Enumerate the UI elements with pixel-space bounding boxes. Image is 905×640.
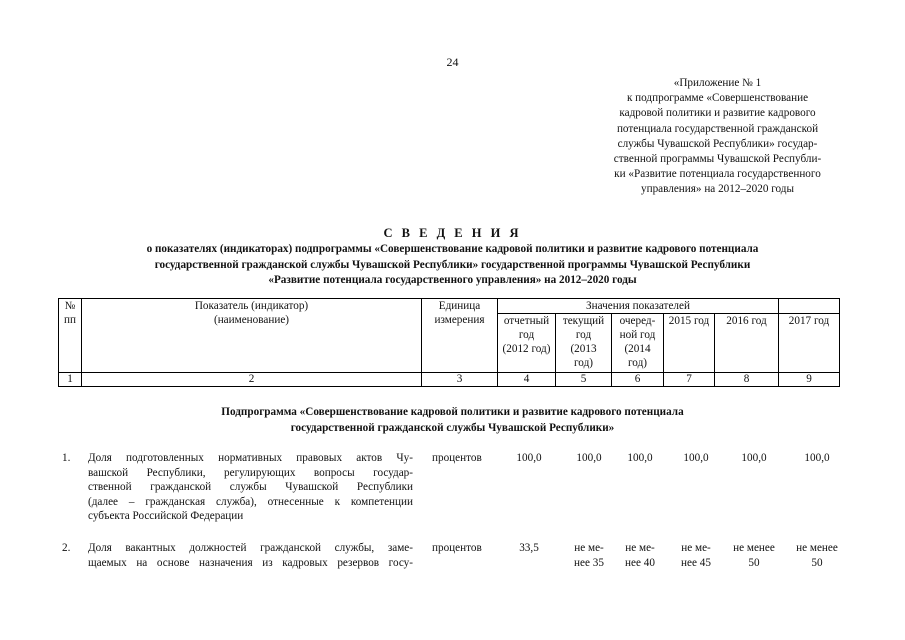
value-2015: 100,0 — [683, 452, 709, 464]
section-title — [0, 405, 905, 436]
subtitle-line: «Развитие потенциала государственного управления» на 2012–2020 годы — [268, 274, 637, 286]
annex-note — [590, 76, 845, 198]
page-number: 24 — [446, 55, 459, 69]
value-2016: 100,0 — [741, 452, 767, 464]
value-2015: не ме- нее 45 — [681, 542, 711, 569]
annex-line: к подпрограмме «Совершенствование — [626, 92, 809, 105]
annex-line: потенциала государственной гражданской — [616, 122, 819, 135]
indicators-table-header — [58, 298, 840, 387]
annex-line: управления» на 2012–2020 годы — [640, 183, 794, 196]
column-number: 5 — [556, 373, 612, 387]
indicator-name: Доля подготовленных нормативных правовых актов Чу- вашской Республики, регулирующих вопросы государ- ственной гражданской службы Чувашской Республики (далее – гражданская служба), отнесенные к компетенции субъекта Российской Федерации — [88, 452, 413, 522]
header-year-2014: очеред- ной год (2014 год) — [612, 314, 664, 373]
value-2013: не ме- нее 35 — [574, 542, 604, 569]
unit-cell: процентов — [432, 452, 482, 464]
value-2014: 100,0 — [627, 452, 653, 464]
row-number: 1. — [62, 452, 71, 464]
value-2013: 100,0 — [576, 452, 602, 464]
document-title: С В Е Д Е Н И Я — [383, 226, 522, 240]
column-number: 4 — [498, 373, 556, 387]
column-number: 2 — [82, 373, 422, 387]
value-2017: не менее 50 — [796, 542, 838, 569]
header-col-indicator: Показатель (индикатор) (наименование) — [82, 299, 422, 373]
subtitle-line: государственной гражданской службы Чувашской Республики» государственной программы Чувашской Республики — [154, 258, 751, 271]
column-number: 6 — [612, 373, 664, 387]
value-2016: не менее 50 — [733, 542, 775, 569]
header-year-2013: текущий год (2013 год) — [556, 314, 612, 373]
annex-line: ственной программы Чувашской Республи- — [613, 153, 822, 166]
section-title-line: Подпрограмма «Совершенствование кадровой политики и развитие кадрового потенциала — [221, 406, 684, 418]
annex-line: службы Чувашской Республики» государ- — [617, 137, 818, 150]
annex-line: «Приложение № 1 — [673, 77, 762, 89]
header-col-unit: Единица измерения — [422, 299, 498, 373]
value-2012: 100,0 — [516, 452, 542, 464]
section-title-line: государственной гражданской службы Чувашской Республики» — [290, 421, 615, 434]
row-number: 2. — [62, 542, 71, 554]
header-col-number: № пп — [59, 299, 82, 373]
column-number: 1 — [59, 373, 82, 387]
value-2012: 33,5 — [519, 542, 539, 554]
unit-cell: процентов — [432, 542, 482, 554]
header-year-2012: отчетный год (2012 год) — [498, 314, 556, 373]
header-year-2015: 2015 год — [664, 314, 715, 373]
annex-line: кадровой политики и развитие кадрового — [619, 107, 816, 120]
header-year-2016: 2016 год — [715, 314, 779, 373]
subtitle-line: о показателях (индикаторах) подпрограммы «Совершенствование кадровой политики и развитие кадрового потенциала — [146, 243, 759, 255]
column-number: 3 — [422, 373, 498, 387]
header-values-group: Значения показателей — [498, 299, 779, 314]
annex-line: ки «Развитие потенциала государственного — [614, 168, 821, 181]
column-number: 8 — [715, 373, 779, 387]
header-empty-cell — [779, 299, 840, 314]
column-number: 7 — [664, 373, 715, 387]
value-2014: не ме- нее 40 — [625, 542, 655, 569]
document-subtitle — [0, 242, 905, 289]
column-number: 9 — [779, 373, 840, 387]
indicator-name: Доля вакантных должностей гражданской службы, заме- щаемых на основе назначения из кадровых резервов госу- — [88, 542, 413, 569]
header-year-2017: 2017 год — [779, 314, 840, 373]
value-2017: 100,0 — [804, 452, 830, 464]
